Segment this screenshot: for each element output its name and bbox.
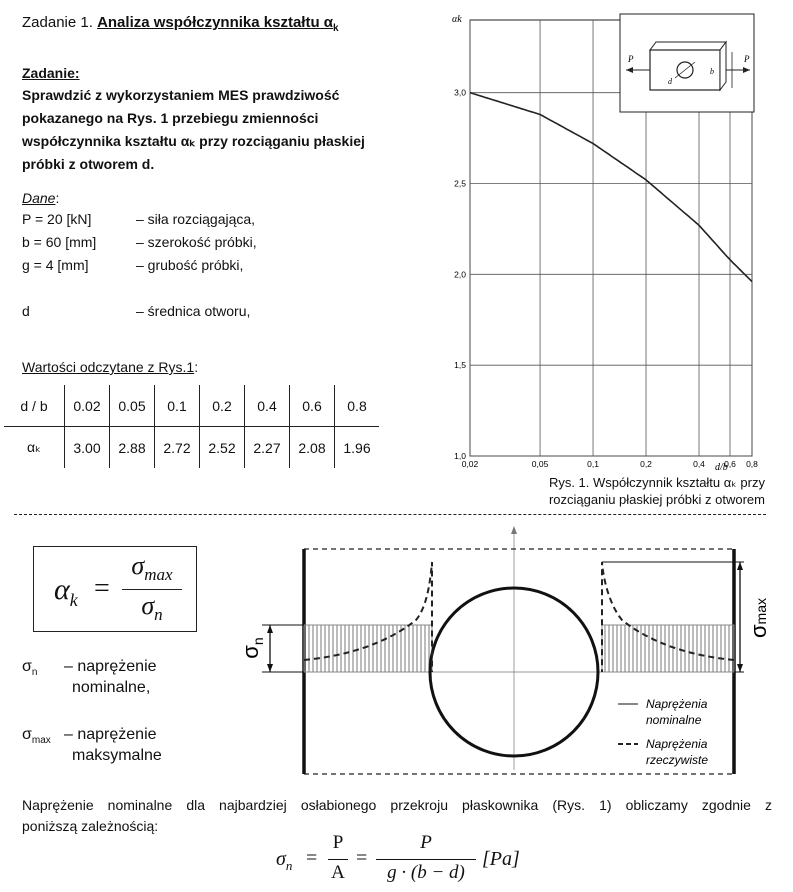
given-symbol: b = 60 [mm] (22, 234, 97, 250)
eq-A: A (331, 862, 345, 883)
table-cell: 0.2 (200, 385, 245, 427)
formula-equals: = (94, 573, 110, 604)
specimen-top (650, 42, 726, 50)
section-divider (14, 514, 766, 515)
nominal-stress-right (602, 625, 734, 672)
given-list (22, 208, 257, 323)
given-symbol: g = 4 [mm] (22, 257, 89, 273)
table-cell: 3.00 (65, 427, 110, 469)
diagram-legend (618, 697, 708, 767)
chart-x-tick-label: 0,1 (587, 459, 599, 469)
inset-label-force: P (744, 54, 750, 64)
formula-denominator-sub: n (154, 605, 163, 625)
chart-x-tick-label: 0,8 (746, 459, 758, 469)
chart-x-tick-label: 0,6 (724, 459, 736, 469)
chart-caption-line: Rys. 1. Współczynnik kształtu αₖ przy (548, 475, 765, 490)
inset-label-width: b (710, 67, 714, 76)
table-cell: 1.96 (335, 427, 380, 469)
eq-P: P (332, 832, 344, 853)
chart-y-tick-label: 3,0 (454, 87, 466, 98)
given-label (22, 189, 59, 207)
eq-equals-1: = (306, 847, 318, 869)
formula-alpha-symbol: α (54, 573, 70, 606)
chart-caption-line: rozciąganiu płaskiej próbki z otworem (548, 492, 765, 507)
definition-sigma-n (22, 656, 157, 698)
table-cell: 0.8 (335, 385, 380, 427)
readings-table-wrap (4, 385, 379, 468)
chart-xlabel: d/b (715, 462, 728, 473)
task-line: współczynnika kształtu αₖ przy rozciąganiu płaskiej (22, 133, 365, 149)
task-line: Sprawdzić z wykorzystaniem MES prawdziwość (22, 87, 340, 103)
definition-symbol-char: σ (22, 658, 32, 675)
chart-y-tick-label: 2,5 (454, 178, 466, 189)
eq-sigma-symbol: σ (276, 848, 286, 870)
readings-colon: : (194, 359, 199, 375)
table-cell: 2.08 (290, 427, 335, 469)
chart-y-ticks (454, 88, 466, 461)
readings-label (22, 358, 198, 376)
specimen-side (720, 42, 726, 90)
table-cell: 0.1 (155, 385, 200, 427)
definition-desc-line: maksymalne (72, 747, 162, 764)
specimen-inset (620, 14, 754, 112)
legend-nominal-line: nominalne (646, 713, 702, 727)
table-cell: 2.27 (245, 427, 290, 469)
table-row-label: αₖ (26, 439, 42, 455)
paragraph-line: Naprężenie nominalne dla najbardziej osłabionego przekroju płaskownika (Rys. 1) obliczamy zgodnie z (22, 797, 772, 813)
chart-y-tick-label: 2,0 (454, 269, 466, 280)
table-cell: 2.52 (200, 427, 245, 469)
eq-denominator: g · (b − d) (387, 862, 465, 883)
eq-sigma (276, 848, 292, 874)
given-item (22, 231, 257, 254)
chart-x-tick-label: 0,05 (531, 459, 549, 469)
sigma-max-symbol: σ (746, 624, 771, 639)
formula-denominator-symbol: σ (141, 591, 155, 620)
formula-numerator-sub: max (144, 565, 173, 585)
task-title-text: Analiza współczynnika kształtu α (97, 14, 334, 31)
table-cell: 0.4 (245, 385, 290, 427)
given-desc: – szerokość próbki, (136, 234, 257, 250)
sigma-max-label (746, 598, 771, 638)
given-item (22, 254, 257, 277)
table-cell: 0.6 (290, 385, 335, 427)
legend-actual-line: Naprężenia (646, 737, 708, 751)
task-label: Zadanie: (22, 65, 80, 81)
formula-alpha-sub: k (69, 590, 78, 610)
eq-equals-2: = (356, 847, 368, 869)
eq-sigma-sub: n (285, 858, 293, 873)
definition-sigma-max (22, 724, 162, 766)
definition-desc-line: nominalne, (72, 679, 151, 696)
chart-x-tick-label: 0,4 (693, 459, 705, 469)
definition-symbol-sub: max (31, 735, 51, 747)
chart-y-tick-label: 1,5 (454, 360, 466, 371)
given-symbol: P = 20 [kN] (22, 211, 92, 227)
definition-symbol (22, 724, 64, 751)
given-desc: – grubość próbki, (136, 257, 244, 273)
task-header (22, 14, 339, 38)
sigma-n-label (238, 637, 266, 658)
alpha-formula-box (33, 546, 197, 632)
formula-numerator-symbol: σ (131, 551, 145, 580)
chart-x-tick-label: 0,02 (461, 459, 479, 469)
definition-symbol-char: σ (22, 726, 32, 743)
eq-unit: [Pa] (482, 848, 520, 870)
task-line: pokazanego na Rys. 1 przebiegu zmienności (22, 110, 319, 126)
alpha-chart (430, 8, 785, 478)
definition-symbol (22, 656, 64, 683)
chart-y-tick-label: 1,0 (454, 451, 466, 461)
task-prefix: Zadanie 1. (22, 14, 93, 31)
eq-P-2: P (420, 832, 432, 853)
table-cell: 0.02 (65, 385, 110, 427)
definition-desc (64, 656, 157, 698)
formula-fraction-bar (122, 589, 182, 590)
given-desc: – siła rozciągająca, (136, 211, 256, 227)
task-title-sub: k (333, 23, 339, 34)
table-cell: 2.88 (110, 427, 155, 469)
definition-desc-line: – naprężenie (64, 658, 157, 675)
paragraph-line: poniższą zależnością: (22, 818, 159, 834)
stress-diagram (236, 520, 788, 785)
readings-label-text: Wartości odczytane z Rys.1 (22, 359, 195, 375)
definition-symbol-sub: n (31, 667, 38, 679)
sigma-n-symbol: σ (238, 645, 263, 659)
given-item (22, 208, 257, 231)
formula-denominator (120, 591, 184, 625)
inset-label-hole: d (668, 77, 672, 86)
nominal-stress-paragraph (22, 795, 772, 837)
formula-alpha (54, 573, 78, 611)
definition-desc (64, 724, 162, 766)
readings-table (4, 385, 379, 468)
nominal-stress-equation (276, 832, 536, 888)
sigma-n-sub: n (250, 637, 266, 646)
formula-numerator (120, 551, 184, 585)
chart-caption (470, 474, 765, 508)
given-item (22, 300, 257, 323)
table-cell: 0.05 (110, 385, 155, 427)
legend-nominal-line: Naprężenia (646, 697, 708, 711)
given-label-text: Dane (22, 190, 56, 206)
given-desc: – średnica otworu, (136, 303, 251, 319)
given-symbol: d (22, 303, 30, 319)
chart-x-tick-label: 0,2 (640, 459, 652, 469)
given-colon: : (55, 190, 60, 206)
task-line: próbki z otworem d. (22, 156, 155, 172)
legend-actual-line: rzeczywiste (646, 753, 709, 767)
inset-label-force: P (628, 54, 634, 64)
table-row (4, 427, 379, 469)
task-title (97, 14, 339, 34)
eq-bar-2 (376, 859, 476, 860)
table-cell: 2.72 (155, 427, 200, 469)
chart-x-ticks (462, 459, 758, 469)
nominal-stress-left (304, 625, 432, 672)
definition-desc-line: – naprężenie (64, 726, 157, 743)
table-row-label: d / b (4, 385, 65, 427)
chart-ylabel: αk (452, 14, 462, 25)
table-row (4, 385, 379, 427)
sigma-max-sub: max (753, 597, 769, 625)
eq-bar-1 (328, 859, 348, 860)
chart-series-line (470, 93, 752, 282)
task-description (22, 84, 365, 176)
